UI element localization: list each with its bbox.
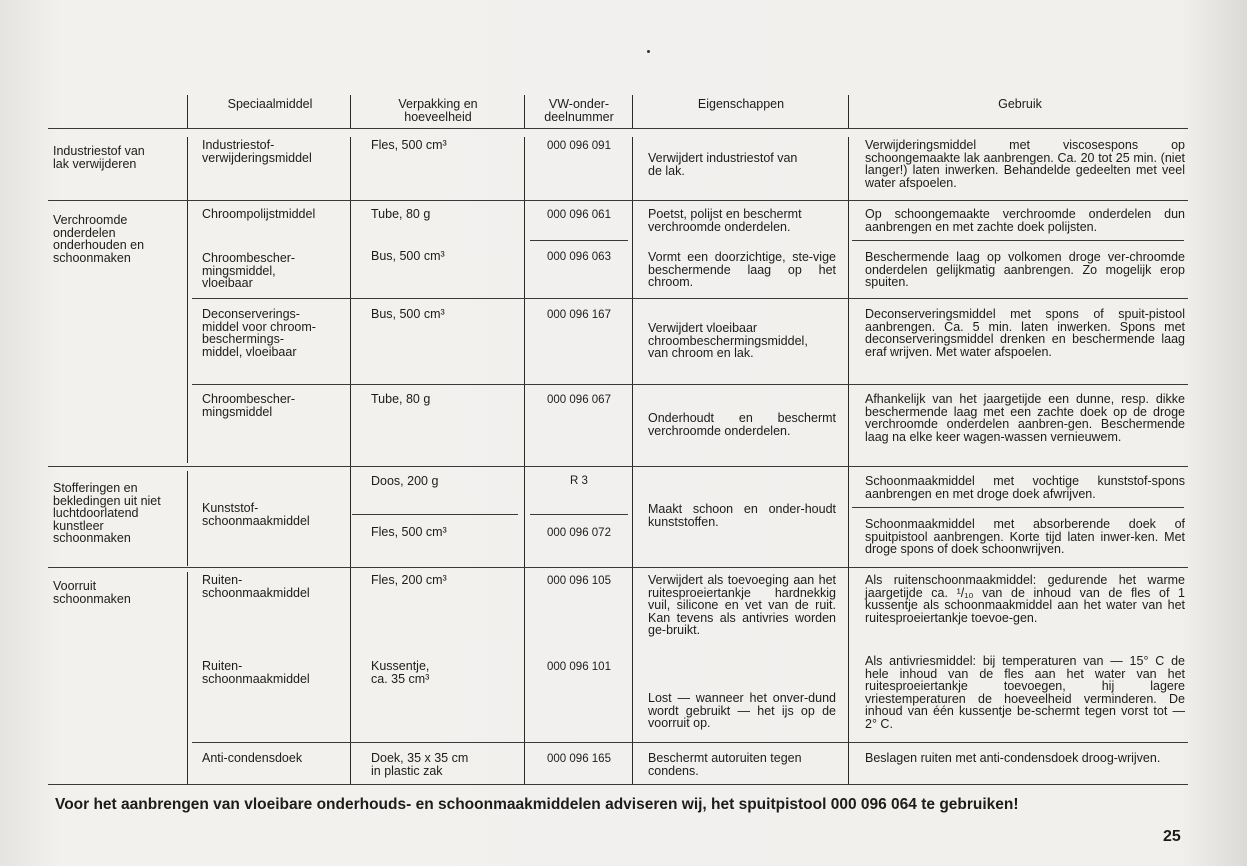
package: Kussentje, ca. 35 cm³ bbox=[371, 659, 430, 686]
property-text: Beschermt autoruiten tegen condens. bbox=[648, 751, 802, 778]
property-text: Onderhoudt en beschermt verchroomde onderdelen. bbox=[648, 411, 836, 438]
package: Bus, 500 cm³ bbox=[371, 249, 445, 263]
row-rule bbox=[352, 514, 518, 515]
usage-text: Als antivriesmiddel: bij temperaturen van — 15° C de hele inhoud van de fles aan het water van het ruitesproeiertankje toevoegen, hij lagere vriestemperaturen de hoeveelheid verminderen. De inhoud van één kussentje be-schermt tegen vorst tot — 2° C. bbox=[865, 654, 1185, 731]
package: Fles, 200 cm³ bbox=[371, 573, 447, 587]
part-number: 000 096 165 bbox=[547, 753, 611, 765]
product-name: Deconserverings- middel voor chroom- beschermings- middel, vloeibaar bbox=[202, 307, 316, 359]
package: Bus, 500 cm³ bbox=[371, 307, 445, 321]
group-label: Verchroomde onderdelen onderhouden en schoonmaken bbox=[53, 213, 145, 265]
row-rule bbox=[852, 240, 1184, 241]
header-speciaalmiddel: Speciaalmiddel bbox=[227, 97, 313, 111]
package: Doos, 200 g bbox=[371, 474, 439, 488]
row-rule bbox=[192, 298, 1188, 299]
row-rule bbox=[48, 466, 1188, 467]
usage-text: Schoonmaakmiddel met vochtige kunststof-spons aanbrengen en met droge doek afwrijven. bbox=[865, 474, 1185, 501]
property-text: Verwijdert industriestof van de lak. bbox=[648, 151, 798, 178]
part-number: 000 096 061 bbox=[547, 209, 611, 221]
part-number: 000 096 101 bbox=[547, 661, 611, 673]
product-name: Ruiten- schoonmaakmiddel bbox=[202, 573, 310, 600]
package: Tube, 80 g bbox=[371, 207, 431, 221]
usage-text: Als ruitenschoonmaakmiddel: gedurende het warme jaargetijde ca. ¹/₁₀ van de inhoud van de fles of 1 kussentje als schoonmaakmiddel aan het water van het ruitesproeiertankje toevoe-gen. bbox=[865, 573, 1185, 625]
row-rule bbox=[48, 567, 1188, 568]
page-number: 25 bbox=[1163, 828, 1181, 845]
part-number: 000 096 167 bbox=[547, 309, 611, 321]
package: Doek, 35 x 35 cm in plastic zak bbox=[371, 751, 469, 778]
row-rule bbox=[530, 514, 628, 515]
property-text: Poetst, polijst en beschermt verchroomde onderdelen. bbox=[648, 207, 802, 234]
rule bbox=[524, 95, 525, 128]
package: Fles, 500 cm³ bbox=[371, 138, 447, 152]
usage-text: Deconserveringsmiddel met spons of spuit-pistool aanbrengen. Ca. 5 min. laten inwerken. Spons met deconserveringsmiddel drenken en beschermende laag eraf wrijven. Met water afspoelen. bbox=[865, 307, 1185, 359]
usage-text: Afhankelijk van het jaargetijde een dunne, resp. dikke beschermende laag met een zachte doek op de droge verchroomde onderdelen aanbren-gen. Beschermende laag na elke keer wagen-wassen vernieuwem. bbox=[865, 392, 1185, 444]
rule bbox=[848, 95, 849, 128]
property-text: Lost — wanneer het onver-dund wordt gebruikt — het ijs op de voorruit op. bbox=[648, 691, 836, 730]
product-name: Ruiten- schoonmaakmiddel bbox=[202, 659, 310, 686]
header-verpakking: Verpakking en hoeveelheid bbox=[398, 97, 478, 124]
table-bottom-rule bbox=[48, 784, 1188, 785]
property-text: Verwijdert als toevoeging aan het ruitesproeiertankje hardnekkig vuil, silicone en vet van de ruit. Kan tevens als antivries worden ge-bruikt. bbox=[648, 573, 836, 637]
row-rule bbox=[852, 507, 1184, 508]
row-rule bbox=[48, 200, 1188, 201]
rule bbox=[848, 137, 849, 784]
usage-text: Beslagen ruiten met anti-condensdoek droog-wrijven. bbox=[865, 751, 1161, 765]
rule bbox=[632, 137, 633, 784]
product-name: Industriestof- verwijderingsmiddel bbox=[202, 138, 312, 165]
usage-text: Beschermende laag op volkomen droge ver-chroomde onderdelen gelijkmatig aanbrengen. Zo mogelijk erop spuiten. bbox=[865, 250, 1185, 289]
product-name: Chroompolijstmiddel bbox=[202, 207, 316, 221]
header-gebruik: Gebruik bbox=[998, 97, 1042, 111]
header-eigenschappen: Eigenschappen bbox=[697, 97, 785, 111]
usage-text: Schoonmaakmiddel met absorberende doek of spuitpistool aanbrengen. Korte tijd laten inwer-ken. Met droge spons of doek schoonwrijven. bbox=[865, 517, 1185, 556]
group-label: Stofferingen en bekledingen uit niet luchtdoorlatend kunstleer schoonmaken bbox=[53, 481, 161, 545]
package: Tube, 80 g bbox=[371, 392, 431, 406]
rule bbox=[350, 137, 351, 784]
row-rule bbox=[530, 240, 628, 241]
row-rule bbox=[192, 742, 1188, 743]
part-number: 000 096 063 bbox=[547, 251, 611, 263]
group-label: Voorruit schoonmaken bbox=[53, 579, 131, 606]
speck bbox=[647, 50, 650, 53]
product-name: Anti-condensdoek bbox=[202, 751, 303, 765]
footer-note: Voor het aanbrengen van vloeibare onderhouds- en schoonmaakmiddelen adviseren wij, het spuitpistool 000 096 064 te gebruiken! bbox=[55, 796, 1019, 813]
row-rule bbox=[192, 384, 1188, 385]
part-number: 000 096 067 bbox=[547, 394, 611, 406]
product-name: Chroombescher- mingsmiddel, vloeibaar bbox=[202, 251, 296, 290]
product-name: Kunststof- schoonmaakmiddel bbox=[202, 501, 310, 528]
property-text: Vormt een doorzichtige, ste-vige beschermende laag op het chroom. bbox=[648, 250, 836, 289]
rule bbox=[350, 95, 351, 128]
header-vw: VW-onder- deelnummer bbox=[544, 97, 614, 124]
rule bbox=[187, 95, 188, 128]
usage-text: Verwijderingsmiddel met viscosespons op schoongemaakte lak aanbrengen. Ca. 20 tot 25 min. (niet langer!) laten inwerken. Behandelde gedeelten met veel water afspoelen. bbox=[865, 138, 1185, 190]
part-number: 000 096 091 bbox=[547, 140, 611, 152]
usage-text: Op schoongemaakte verchroomde onderdelen dun aanbrengen en met zachte doek polijsten. bbox=[865, 207, 1185, 234]
rule bbox=[187, 572, 188, 784]
group-label: Industriestof van lak verwijderen bbox=[53, 144, 145, 171]
part-number: 000 096 072 bbox=[547, 527, 611, 539]
rule bbox=[632, 95, 633, 128]
package: Fles, 500 cm³ bbox=[371, 525, 447, 539]
rule bbox=[524, 137, 525, 784]
property-text: Maakt schoon en onder-houdt kunststoffen. bbox=[648, 502, 836, 529]
part-number: R 3 bbox=[570, 475, 588, 487]
part-number: 000 096 105 bbox=[547, 575, 611, 587]
property-text: Verwijdert vloeibaar chroombeschermingsmiddel, van chroom en lak. bbox=[648, 321, 808, 360]
header-rule bbox=[48, 128, 1188, 129]
rule bbox=[187, 137, 188, 463]
product-name: Chroombescher- mingsmiddel bbox=[202, 392, 296, 419]
